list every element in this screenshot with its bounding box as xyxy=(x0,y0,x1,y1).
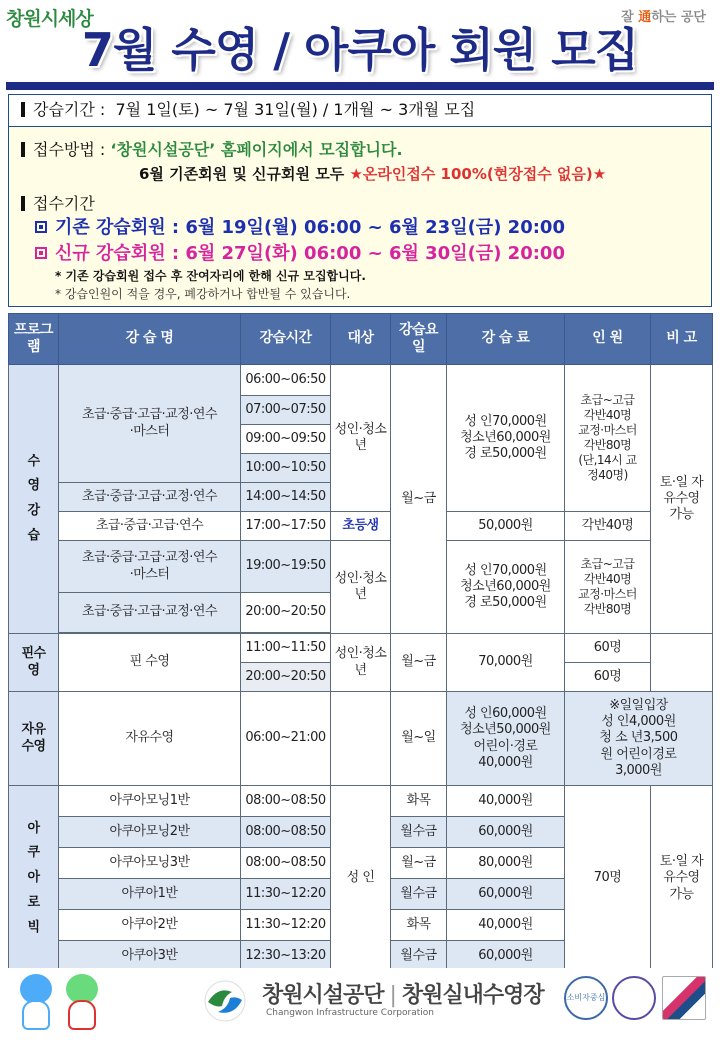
days-cell: 월~금 xyxy=(391,365,447,634)
class-name-cell: 초급·중급·고급·교정·연수 xyxy=(59,483,241,512)
target-cell xyxy=(331,692,391,786)
program-fin: 핀수영 xyxy=(9,634,59,692)
checkbox-square-icon xyxy=(35,221,47,233)
header-fee: 강 습 료 xyxy=(447,314,565,365)
fee-cell: 70,000원 xyxy=(447,634,565,692)
header-target: 대상 xyxy=(331,314,391,365)
class-name-cell: 아쿠아1반 xyxy=(59,879,241,910)
time-cell: 07:00~07:50 xyxy=(241,396,331,425)
brand-text: 창원시세상 xyxy=(6,8,93,30)
target-cell: 초등생 xyxy=(331,512,391,541)
time-cell: 08:00~08:50 xyxy=(241,786,331,817)
time-cell: 19:00~19:50 xyxy=(241,541,331,593)
bullet-icon xyxy=(21,102,25,117)
bullet-icon xyxy=(21,142,25,157)
info-body xyxy=(9,127,711,306)
capacity-cell: 초급~고급 각반40명 교정·마스터 각반80명 (단,14시 교정40명) xyxy=(565,365,651,512)
method-row: 접수방법 : ‘창원시설공단’ 홈페이지에서 모집합니다. xyxy=(21,137,403,160)
table-row xyxy=(9,541,713,593)
time-cell: 11:00~11:50 xyxy=(241,634,331,663)
page-title: 7월 수영 / 아쿠아 회원 모집 xyxy=(81,23,639,77)
daily-entry-title: ※일일입장 xyxy=(609,697,668,713)
days-cell: 월~금 xyxy=(391,848,447,879)
fee-cell: 60,000원 xyxy=(447,879,565,910)
fee-cell: 성 인70,000원 청소년60,000원 경 로50,000원 xyxy=(447,365,565,512)
fee-cell: 50,000원 xyxy=(447,512,565,541)
days-cell: 월~일 xyxy=(391,692,447,786)
fee-cell: 성 인60,000원 청소년50,000원 어린이·경로 40,000원 xyxy=(447,692,565,786)
class-name-cell: 아쿠아3반 xyxy=(59,941,241,972)
table-row xyxy=(9,365,713,396)
registration-existing: 기존 강습회원 : 6월 19일(월) 06:00 ~ 6월 23일(금) 20:00 xyxy=(35,213,565,239)
days-cell: 월수금 xyxy=(391,941,447,972)
fee-cell: 40,000원 xyxy=(447,910,565,941)
target-cell: 성 인 xyxy=(331,786,391,972)
fee-cell: 성 인70,000원 청소년60,000원 경 로50,000원 xyxy=(447,541,565,634)
class-name-cell: 초급·중급·고급·연수 xyxy=(59,512,241,541)
capacity-cell: 60명 xyxy=(565,663,651,692)
days-cell: 화목 xyxy=(391,910,447,941)
time-cell: 11:30~12:20 xyxy=(241,910,331,941)
note-cell: 토·일 자유수영 가능 xyxy=(651,786,713,972)
fee-cell: 80,000원 xyxy=(447,848,565,879)
table-row xyxy=(9,512,713,541)
days-cell: 월수금 xyxy=(391,817,447,848)
table-row xyxy=(9,692,713,786)
time-cell: 14:00~14:50 xyxy=(241,483,331,512)
time-cell: 09:00~09:50 xyxy=(241,425,331,454)
note-leftover: * 기존 강습회원 접수 후 잔여자리에 한해 신규 모집합니다. xyxy=(55,269,366,283)
table-header-row xyxy=(9,314,713,365)
class-name-cell: 초급·중급·고급·교정·연수 xyxy=(59,593,241,633)
class-name-cell: 초급·중급·고급·교정·연수·마스터 xyxy=(59,541,241,593)
table-row xyxy=(9,786,713,817)
program-swim: 수영강습 xyxy=(9,365,59,634)
fee-cell: 60,000원 xyxy=(447,817,565,848)
header-class-name: 강 습 명 xyxy=(59,314,241,365)
capacity-cell: 70명 xyxy=(565,786,651,972)
capacity-cell: 초급~고급 각반40명 교정·마스터 각반80명 xyxy=(565,541,651,634)
registration-new: 신규 강습회원 : 6월 27일(화) 06:00 ~ 6월 30일(금) 20:00 xyxy=(35,239,565,265)
bullet-icon xyxy=(21,196,25,211)
city-emblem-icon xyxy=(202,978,248,1024)
registration-label: 접수기간 xyxy=(21,191,95,214)
footer xyxy=(0,968,720,1040)
target-cell: 성인·청소년 xyxy=(331,634,391,692)
info-box xyxy=(8,94,712,307)
time-cell: 06:00~21:00 xyxy=(241,692,331,786)
capacity-cell: 60명 xyxy=(565,634,651,663)
time-cell: 17:00~17:50 xyxy=(241,512,331,541)
time-cell: 08:00~08:50 xyxy=(241,848,331,879)
certification-badge-icon xyxy=(612,976,656,1020)
class-name-cell: 아쿠아모닝3반 xyxy=(59,848,241,879)
days-cell: 월~금 xyxy=(391,634,447,692)
mascot-green-icon xyxy=(62,974,102,1032)
capacity-cell: 각반40명 xyxy=(565,512,651,541)
target-cell: 성인·청소년 xyxy=(331,365,391,512)
time-cell: 10:00~10:50 xyxy=(241,454,331,483)
class-name-cell: 자유수영 xyxy=(59,692,241,786)
time-cell: 11:30~12:20 xyxy=(241,879,331,910)
title-underline xyxy=(6,82,714,90)
header-capacity: 인 원 xyxy=(565,314,651,365)
table-row xyxy=(9,634,713,663)
time-cell: 20:00~20:50 xyxy=(241,663,331,692)
header-days: 강습요일 xyxy=(391,314,447,365)
schedule-table xyxy=(8,313,713,972)
award-badge-icon xyxy=(662,976,706,1020)
note-cell xyxy=(651,634,713,692)
header-program: 프로그램 xyxy=(9,314,59,365)
class-name-cell: 아쿠아2반 xyxy=(59,910,241,941)
class-name-cell: 핀 수영 xyxy=(59,634,241,692)
program-free: 자유수영 xyxy=(9,692,59,786)
period-value: 7월 1일(토) ~ 7월 31일(월) / 1개월 ~ 3개월 모집 xyxy=(115,100,476,119)
fee-cell: 60,000원 xyxy=(447,941,565,972)
note-cancel: * 강습인원이 적을 경우, 폐강하거나 합반될 수 있습니다. xyxy=(55,287,351,301)
program-aqua: 아쿠아로빅 xyxy=(9,786,59,972)
method-site: ‘창원시설공단’ 홈페이지에서 모집합니다. xyxy=(110,140,403,159)
class-name-cell: 아쿠아모닝2반 xyxy=(59,817,241,848)
class-name-cell: 초급·중급·고급·교정·연수·마스터 xyxy=(59,365,241,483)
time-cell: 12:30~13:20 xyxy=(241,941,331,972)
note-cell: 토·일 자유수영 가능 xyxy=(651,365,713,634)
target-cell: 성인·청소년 xyxy=(331,541,391,634)
time-cell: 06:00~06:50 xyxy=(241,365,331,396)
days-cell: 월수금 xyxy=(391,879,447,910)
header-note: 비 고 xyxy=(651,314,713,365)
consumer-centered-badge-icon: 소비자중심 xyxy=(564,976,608,1020)
checkbox-square-icon xyxy=(35,247,47,259)
period-row: 강습기간 : 7월 1일(토) ~ 7월 31일(월) / 1개월 ~ 3개월 모집 xyxy=(9,95,711,127)
organization-name: 창원시설공단 | 창원실내수영장 xyxy=(262,983,544,1008)
organization-english: Changwon Infrastructure Corporation xyxy=(266,1008,434,1018)
daily-entry-cell xyxy=(565,692,713,786)
daily-entry-detail: 성 인4,000원 청 소 년3,500원 어린이경로 3,000원 xyxy=(599,714,678,778)
days-cell: 화목 xyxy=(391,786,447,817)
method-detail: 6월 기존회원 및 신규회원 모두 ★온라인접수 100%(현장접수 없음)★ xyxy=(139,165,607,183)
class-name-cell: 아쿠아모닝1반 xyxy=(59,786,241,817)
fee-cell: 40,000원 xyxy=(447,786,565,817)
mascot-blue-icon xyxy=(16,974,56,1032)
slogan: 잘 通하는 공단 xyxy=(621,10,706,25)
time-cell: 20:00~20:50 xyxy=(241,593,331,633)
header-time: 강습시간 xyxy=(241,314,331,365)
time-cell: 08:00~08:50 xyxy=(241,817,331,848)
